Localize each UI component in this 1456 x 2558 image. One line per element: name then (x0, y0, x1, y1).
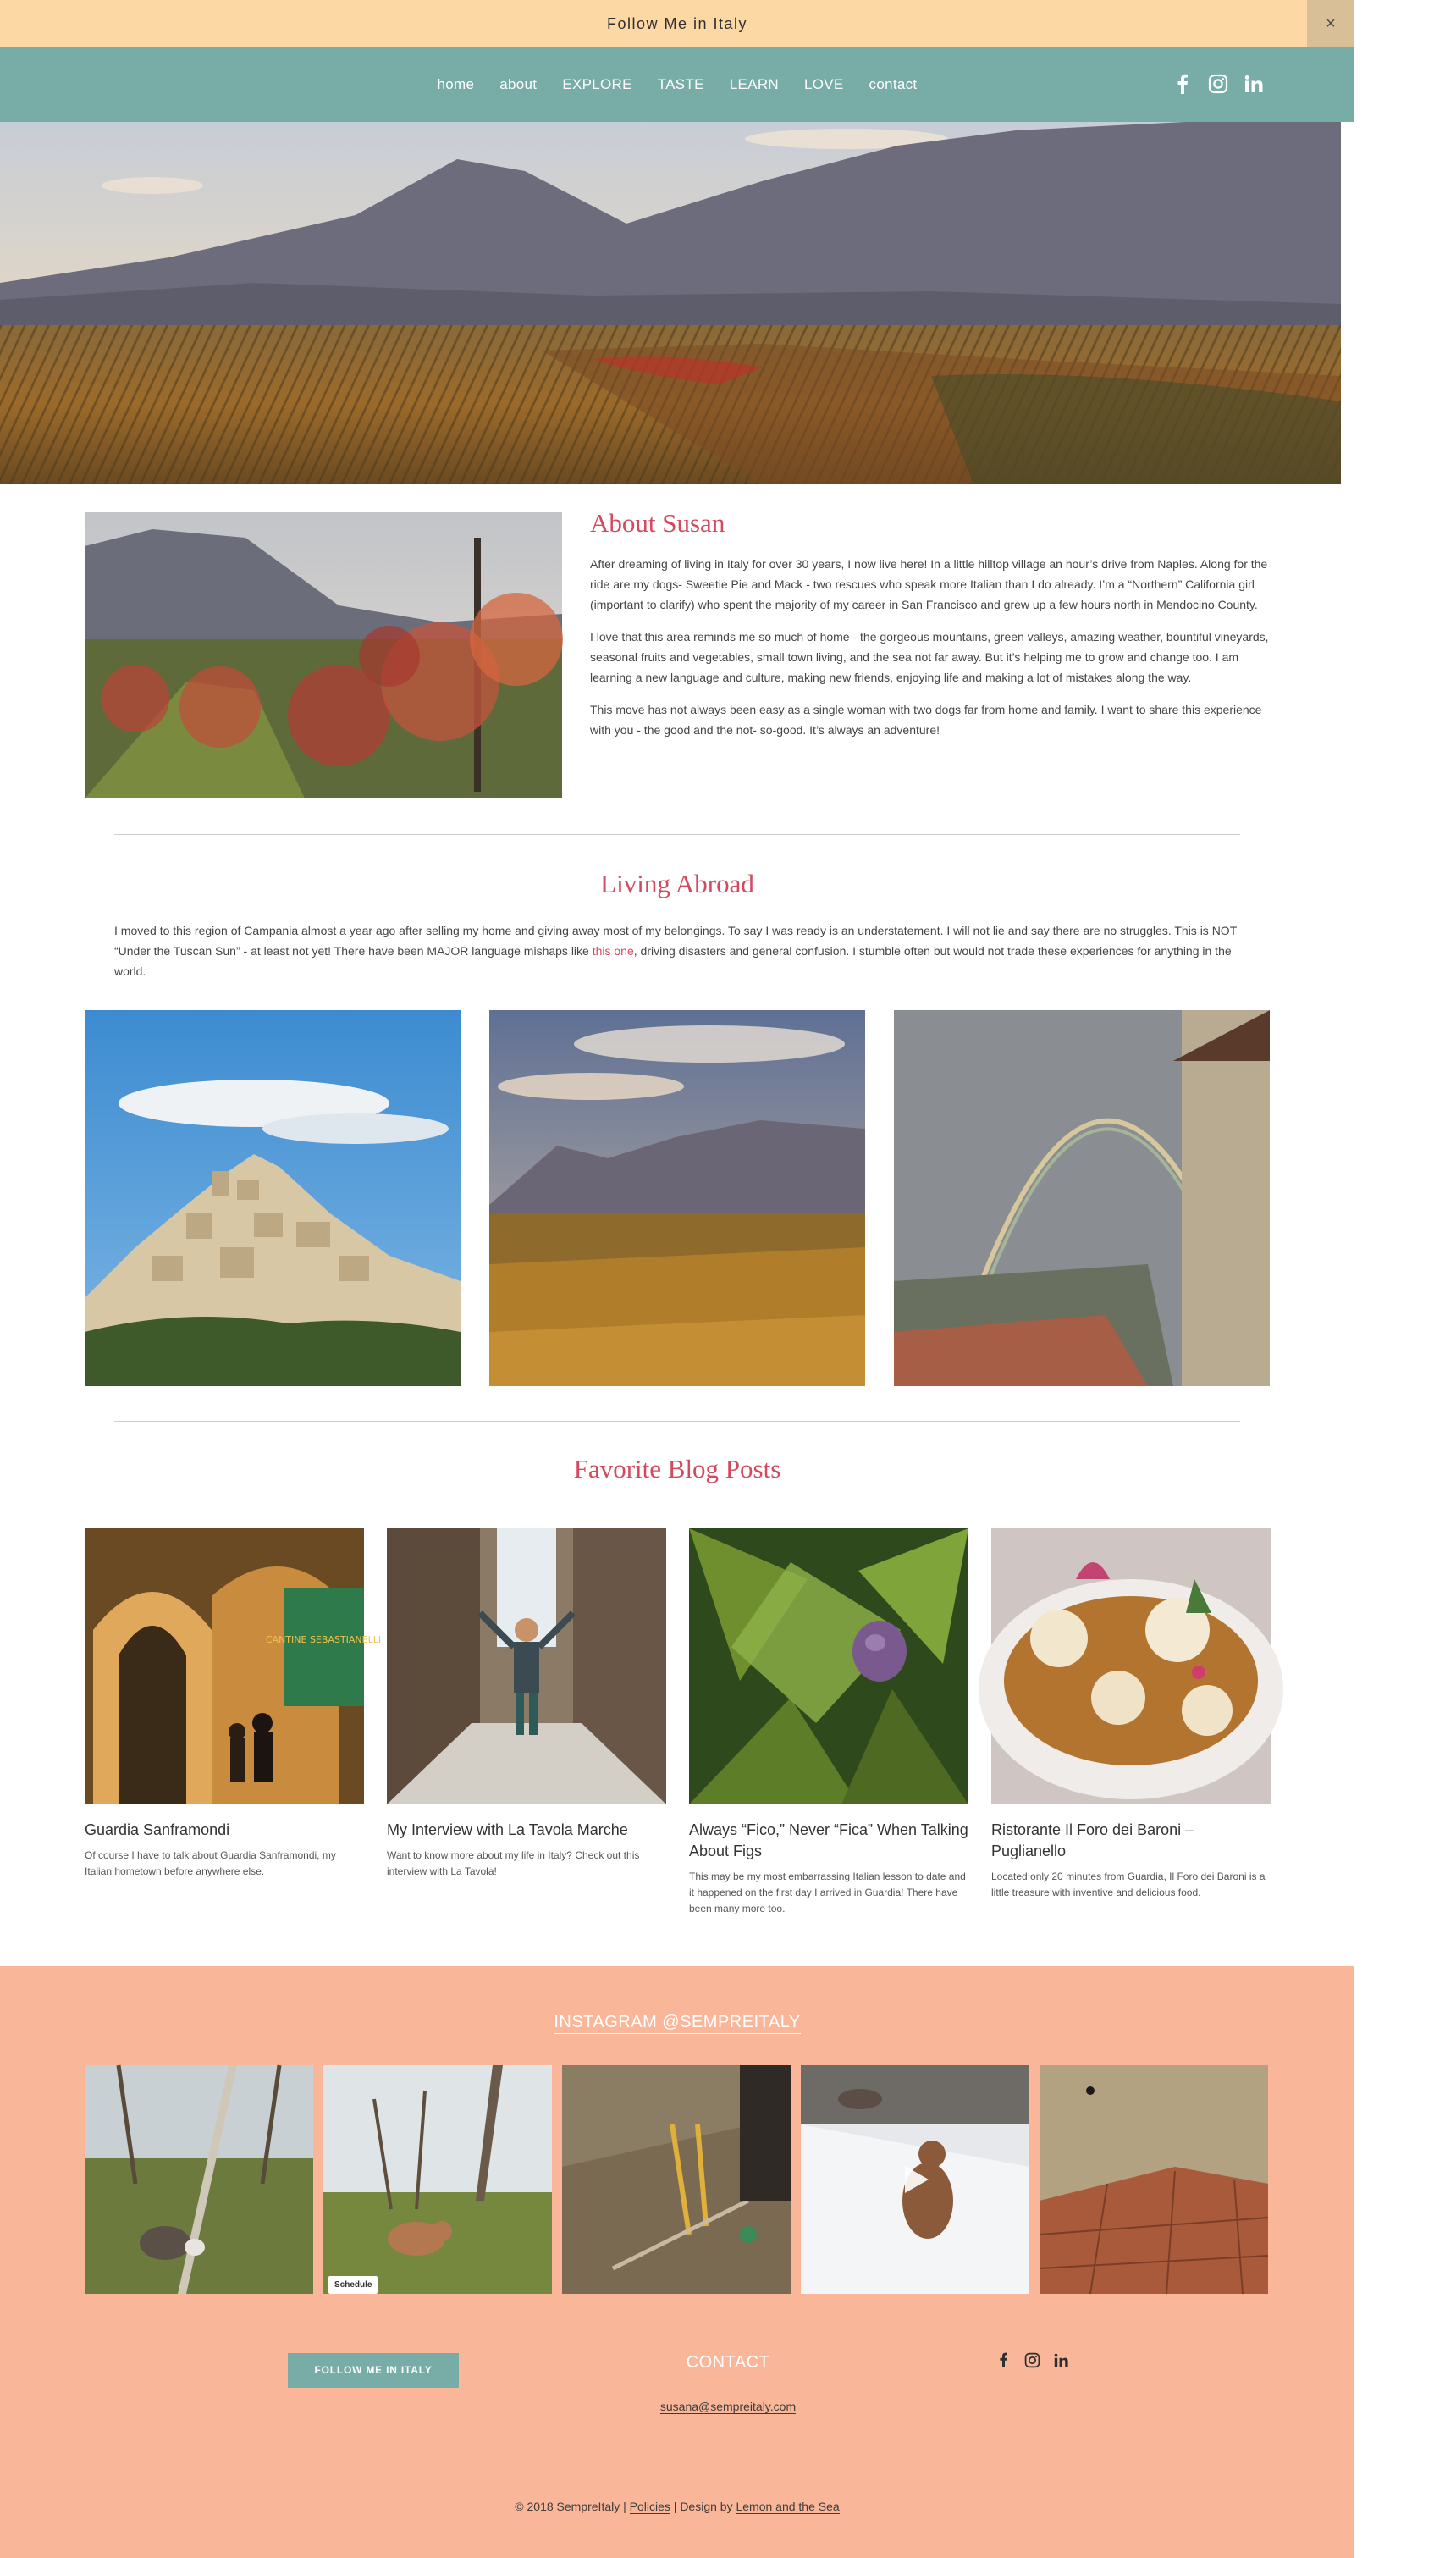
about-image (85, 512, 562, 798)
copyright (0, 2500, 1354, 2513)
nav-item-contact[interactable]: contact (869, 76, 918, 92)
living-text-before: I moved to this region of Campania almost a year ago after selling my home and giving away most of my belongings. To say I was ready is an understatement. I will not lie and say there are no struggles. This is NOT “Under the Tuscan Sun” - at least not yet! There have been MAJOR language mishaps like (114, 924, 1237, 958)
nav-item-learn[interactable]: LEARN (729, 76, 779, 92)
living-abroad-title: Living Abroad (600, 869, 754, 898)
facebook-icon[interactable] (1172, 73, 1194, 95)
nav-item-explore[interactable]: EXPLORE (562, 76, 632, 92)
nav-item-home[interactable]: home (437, 76, 475, 92)
blog-image-interview[interactable] (387, 1528, 666, 1804)
email-link[interactable]: susana@sempreitaly.com (659, 2400, 797, 2413)
nav-item-about[interactable]: about (499, 76, 538, 92)
contact-email (0, 2400, 1456, 2413)
blog-post-excerpt: Located only 20 minutes from Guardia, Il Foro dei Baroni is a little treasure with inventive and delicious food. (991, 1870, 1266, 1898)
blog-image-restaurant[interactable] (991, 1528, 1271, 1804)
copyright-prefix: © 2018 SempreItaly | (515, 2500, 626, 2513)
blog-post-title[interactable]: Ristorante Il Foro dei Baroni – Puglianello (991, 1821, 1194, 1859)
blog-card[interactable] (991, 1528, 1271, 1901)
instagram-post[interactable] (85, 2065, 313, 2294)
instagram-post[interactable] (323, 2065, 552, 2294)
schedule-badge[interactable]: Schedule (328, 2276, 378, 2294)
blog-card[interactable] (689, 1528, 968, 1917)
blog-card[interactable] (387, 1528, 666, 1880)
hero-image (0, 122, 1341, 484)
promo-text[interactable]: Follow Me in Italy (606, 15, 748, 32)
gallery-image-rainbow (894, 1010, 1270, 1386)
blog-post-excerpt: This may be my most embarrassing Italian lesson to date and it happened on the first day I arrived in Guardia! There have been many more too. (689, 1870, 966, 1914)
blog-post-title[interactable]: Guardia Sanframondi (85, 1821, 230, 1838)
blog-card[interactable] (85, 1528, 382, 1880)
linkedin-icon[interactable] (1243, 73, 1265, 95)
nav-item-taste[interactable]: TASTE (657, 76, 704, 92)
linkedin-icon[interactable] (1052, 2351, 1069, 2368)
living-text-after: , driving disasters and general confusion. I stumble often but would not trade these experiences for anything in the world. (114, 944, 1232, 978)
instagram-icon[interactable] (1023, 2351, 1040, 2368)
gallery-image-vineyard (489, 1010, 865, 1386)
nav-links (0, 47, 1354, 122)
contact-title: CONTACT (686, 2353, 770, 2372)
nav-social (1172, 73, 1265, 95)
promo-bar (0, 0, 1354, 47)
instagram-video-post[interactable] (801, 2065, 1029, 2294)
design-prefix: | Design by (673, 2500, 733, 2513)
follow-me-button[interactable]: FOLLOW ME IN ITALY (288, 2353, 459, 2388)
about-text (590, 508, 1270, 752)
close-icon[interactable]: × (1307, 0, 1354, 47)
sign-text: CANTINE SEBASTIANELLI (265, 1634, 382, 1645)
policies-link[interactable]: Policies (629, 2500, 670, 2513)
about-paragraph: I love that this area reminds me so much of home - the gorgeous mountains, green valleys, amazing weather, bountiful vineyards, seasonal fruits and vegetables, small town living, and the sea not far away. But it’s helping me to grow and change too. I am learning a new language and culture, making new friends, enjoying life and making a lot of mistakes along the way. (590, 630, 1269, 684)
footer (0, 1966, 1354, 2558)
gallery-image-village (85, 1010, 461, 1386)
blog-post-title[interactable]: Always “Fico,” Never “Fica” When Talking About Figs (689, 1821, 968, 1859)
blog-post-title[interactable]: My Interview with La Tavola Marche (387, 1821, 628, 1838)
blog-post-excerpt: Of course I have to talk about Guardia Sanframondi, my Italian hometown before anywhere else. (85, 1849, 336, 1877)
about-title: About Susan (590, 508, 725, 538)
instagram-post[interactable] (562, 2065, 791, 2294)
blog-image-guardia[interactable] (85, 1528, 382, 1804)
nav-item-love[interactable]: LOVE (803, 76, 844, 92)
instagram-title (0, 2013, 1354, 2032)
divider (114, 834, 1240, 835)
instagram-post[interactable] (1040, 2065, 1268, 2294)
main-nav (0, 47, 1354, 122)
divider (114, 1421, 1240, 1422)
about-paragraph: This move has not always been easy as a single woman with two dogs far from home and family. I want to share this experience with you - the good and the not- so-good. It’s always an adventure! (590, 703, 1262, 737)
designer-link[interactable]: Lemon and the Sea (736, 2500, 840, 2513)
about-paragraph: After dreaming of living in Italy for over 30 years, I now live here! In a little hilltop village an hour’s drive from Naples. Along for the ride are my dogs- Sweetie Pie and Mack - two rescues who speak more Italian than I do already. I’m a “Northern” California girl (important to clarify) who spent the majority of my career in San Francisco and grew up a few hours north in Mendocino County. (590, 557, 1268, 611)
instagram-link[interactable]: INSTAGRAM @SEMPREITALY (554, 2013, 800, 2034)
facebook-icon[interactable] (995, 2351, 1012, 2368)
living-abroad-text (114, 920, 1240, 981)
blog-post-excerpt: Want to know more about my life in Italy? Check out this interview with La Tavola! (387, 1849, 640, 1877)
footer-social (995, 2351, 1069, 2368)
play-icon[interactable] (898, 2163, 932, 2196)
blog-image-figs[interactable] (689, 1528, 968, 1804)
instagram-icon[interactable] (1207, 73, 1229, 95)
this-one-link[interactable]: this one (592, 944, 634, 958)
blog-title: Favorite Blog Posts (573, 1454, 781, 1483)
